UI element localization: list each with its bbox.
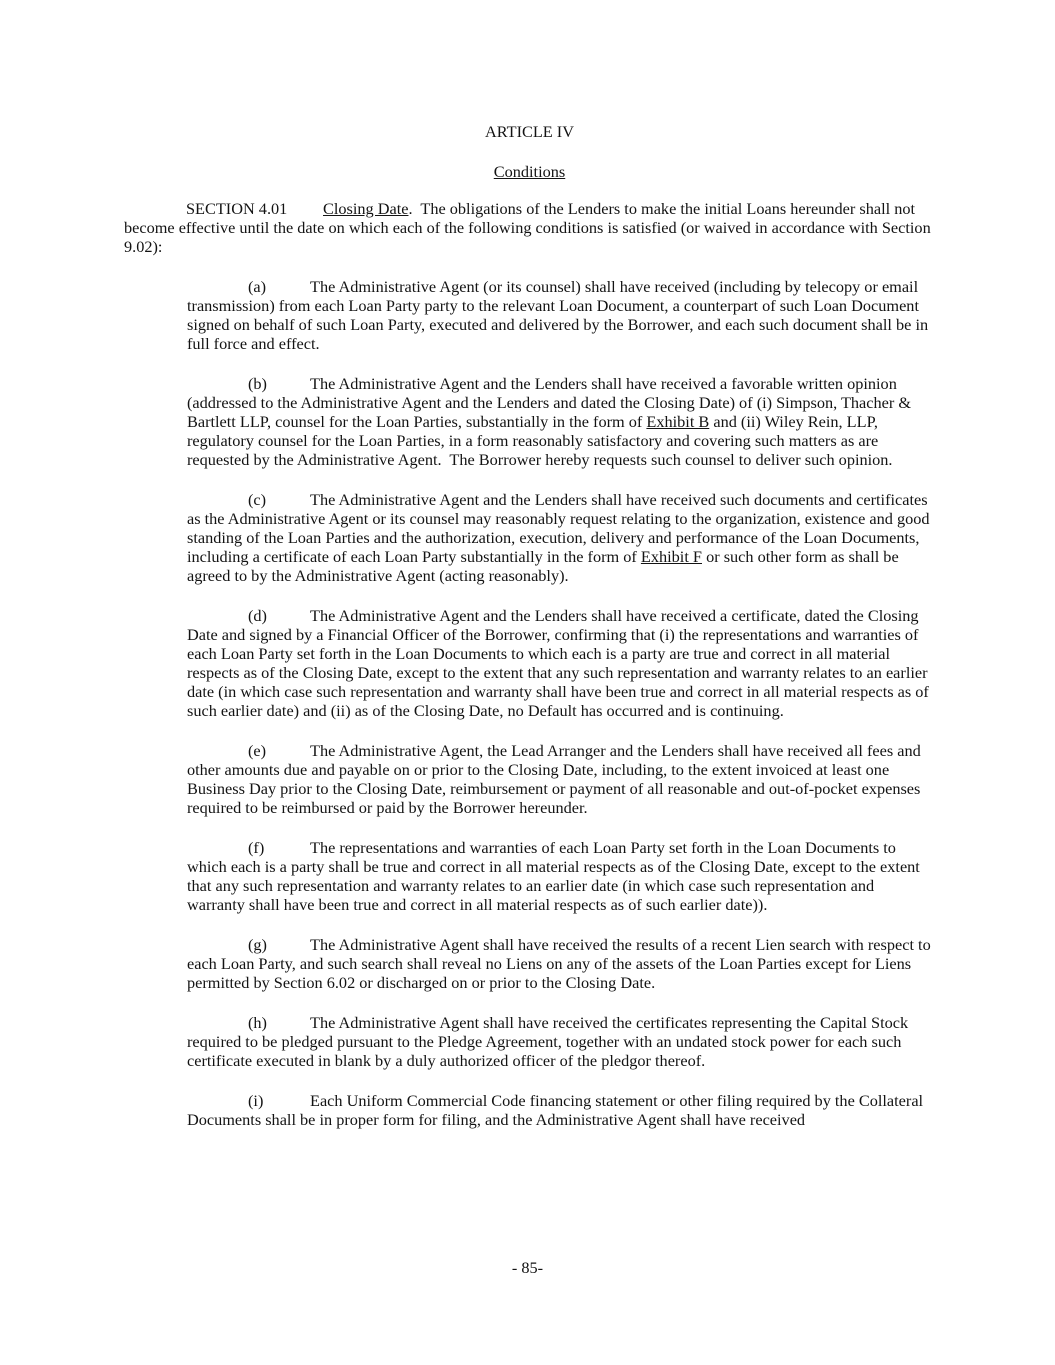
section-heading: Conditions	[493, 162, 566, 181]
clause-label: (e)	[248, 741, 267, 760]
clause-label: (f)	[248, 838, 265, 857]
clause-label: (d)	[248, 606, 267, 625]
body-text: The Administrative Agent and the Lenders shall have received a certificate, dated the Closing Date and signed by a Financial Officer of the Borrower, confirming that (i) the representations and warranties of each Loan Party set forth in the Loan Documents to which each is a party are true and correct in all material respects as of the Closing Date, except to the extent that any such representation and warranty relates to an earlier date (in which case such representation and warranty shall have been true and correct in all material respects as of such earlier date) and (ii) as of the Closing Date, no Default has occurred and is continuing.	[187, 606, 933, 720]
underlined-text: Closing Date	[323, 199, 409, 218]
underlined-text: Exhibit F	[640, 547, 702, 566]
body-text: The Administrative Agent, the Lead Arranger and the Lenders shall have received all fees and other amounts due and payable on or prior to the Closing Date, including, to the extent invoiced at least one Business Day prior to the Closing Date, reimbursement or payment of all reasonable and out-of-pocket expenses required to be reimbursed or paid by the Borrower hereunder.	[187, 741, 925, 817]
clause-label: (h)	[248, 1013, 267, 1032]
clause-paragraph-h	[187, 1013, 935, 1070]
clause-label: (a)	[248, 277, 267, 296]
document-content	[124, 122, 935, 1129]
paragraph-list	[124, 199, 935, 1129]
clause-paragraph-c	[187, 490, 935, 585]
section-label: SECTION 4.01	[186, 199, 288, 218]
body-text: and (ii) Wiley Rein, LLP, regulatory counsel for the Loan Parties, in a form reasonably satisfactory and covering such matters as are requested by the Administrative Agent. The Borrower hereby requests such counsel to deliver such opinion.	[187, 412, 893, 469]
clause-paragraph-d	[187, 606, 935, 720]
body-text: The Administrative Agent and the Lenders shall have received a favorable written opinion (addressed to the Administrative Agent and the Lenders and dated the Closing Date) of (i) Simpson, Thacher & Bartlett LLP, counsel for the Loan Parties, substantially in the form of	[187, 374, 916, 431]
body-text: The representations and warranties of each Loan Party set forth in the Loan Documents to which each is a party shall be true and correct in all material respects as of the Closing Date, except to the extent that any such representation and warranty relates to an earlier date (in which case such representation and warranty shall have been true and correct in all material respects as of such earlier date)).	[187, 838, 924, 914]
clause-label: (i)	[248, 1091, 264, 1110]
body-text: The Administrative Agent (or its counsel) shall have received (including by telecopy or email transmission) from each Loan Party party to the relevant Loan Document, a counterpart of such Loan Document signed on behalf of such Loan Party, executed and delivered by the Borrower, and each such document shall be in full force and effect.	[187, 277, 933, 353]
section-paragraph	[124, 199, 935, 256]
body-text: or such other form as shall be agreed to by the Administrative Agent (acting reasonably).	[187, 547, 903, 585]
article-heading: ARTICLE IV	[484, 122, 574, 141]
clause-paragraph-f	[187, 838, 935, 914]
body-text: The Administrative Agent shall have received the results of a recent Lien search with respect to each Loan Party, and such search shall reveal no Liens on any of the assets of the Loan Parties except for Liens permitted by Section 6.02 or discharged on or prior to the Closing Date.	[187, 935, 935, 992]
clause-paragraph-i	[187, 1091, 935, 1129]
body-text: The Administrative Agent and the Lenders shall have received such documents and certificates as the Administrative Agent or its counsel may reasonably request relating to the organization, existence and good standing of the Loan Parties and the authorization, execution, delivery and performance of the Loan Documents, including a certificate of each Loan Party substantially in the form of	[187, 490, 934, 566]
body-text: Each Uniform Commercial Code financing statement or other filing required by the Collateral Documents shall be in proper form for filing, and the Administrative Agent shall have received	[187, 1091, 928, 1129]
clause-paragraph-b	[187, 374, 935, 469]
body-text: The Administrative Agent shall have received the certificates representing the Capital Stock required to be pledged pursuant to the Pledge Agreement, together with an undated stock power for each such certificate executed in blank by a duly authorized officer of the pledgor thereof.	[187, 1013, 913, 1070]
clause-paragraph-e	[187, 741, 935, 817]
clause-paragraph-a	[187, 277, 935, 353]
clause-label: (g)	[248, 935, 267, 954]
clause-paragraph-g	[187, 935, 935, 992]
page-number: - 85-	[511, 1258, 544, 1277]
body-text: . The obligations of the Lenders to make the initial Loans hereunder shall not become effective until the date on which each of the following conditions is satisfied (or waived in accordance with Section 9.02):	[124, 199, 935, 256]
underlined-text: Exhibit B	[646, 412, 710, 431]
clause-label: (c)	[248, 490, 267, 509]
clause-label: (b)	[248, 374, 267, 393]
